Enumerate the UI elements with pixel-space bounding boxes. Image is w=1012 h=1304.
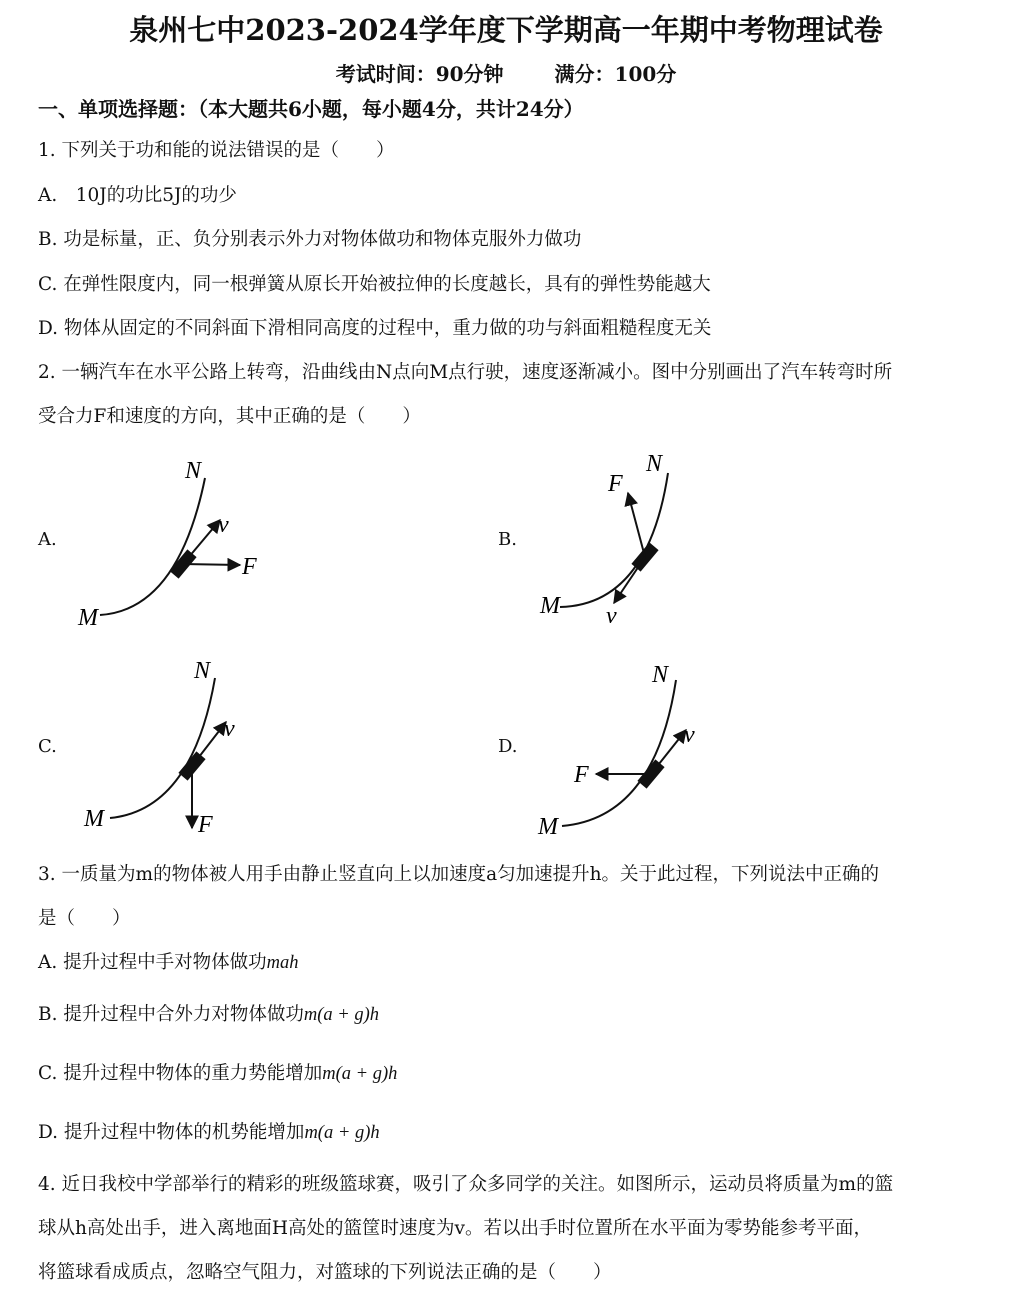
q3-stem-line2: 是（ ） [38,908,131,929]
label-m: M [538,814,558,840]
q3-option-a-formula: mah [266,953,299,973]
q1-option-d: D. 物体从固定的不同斜面下滑相同高度的过程中，重力做的功与斜面粗糙程度无关 [38,318,712,339]
label-m: M [78,605,98,631]
exam-info [0,58,1012,87]
label-v: v [606,603,617,629]
q2-option-d-label: D. [498,736,518,757]
exam-time: 考试时间：90分钟 [335,62,504,86]
q3-option-a-text: A. 提升过程中手对物体做功 [38,952,267,973]
q3-option-d [38,1118,380,1144]
label-n: N [185,458,202,484]
q4-line1: 4. 近日我校中学部举行的精彩的班级篮球赛，吸引了众多同学的关注。如图所示，运动员将质量为m的篮 [38,1174,894,1195]
label-v: v [218,512,229,538]
q2-figure-a [60,450,280,635]
q3-option-c-text: C. 提升过程中物体的重力势能增加 [38,1063,323,1084]
q2-stem-line1: 2. 一辆汽车在水平公路上转弯，沿曲线由N点向M点行驶，速度逐渐减小。图中分别画出了汽车转弯时所 [38,362,893,383]
q2-stem-line2: 受合力F和速度的方向，其中正确的是（ ） [38,406,421,427]
q1-option-a: A. 10J的功比5J的功少 [38,185,237,206]
q1-option-c: C. 在弹性限度内，同一根弹簧从原长开始被拉伸的长度越长，具有的弹性势能越大 [38,274,711,295]
force-arrow [628,493,645,557]
force-arrow [183,564,240,565]
label-f: F [608,471,623,497]
q2-figure-c [70,650,280,840]
q2-option-c-label: C. [38,736,57,757]
q2-figure-b [520,445,740,635]
label-m: M [540,593,560,619]
q4-line2: 球从h高处出手，进入离地面H高处的篮筐时速度为v。若以出手时位置所在水平面为零势能参考平面， [38,1218,873,1239]
q3-stem-line1: 3. 一质量为m的物体被人用手由静止竖直向上以加速度a匀加速提升h。关于此过程，下列说法中正确的 [38,864,880,885]
label-v: v [684,722,695,748]
q3-option-c [38,1059,397,1085]
q3-option-d-text: D. 提升过程中物体的机势能增加 [38,1122,305,1143]
full-score: 满分：100分 [554,62,677,86]
q3-option-b [38,1000,379,1026]
label-f: F [242,554,257,580]
q2-option-b-label: B. [498,529,517,550]
label-m: M [84,806,104,832]
label-f: F [574,762,589,788]
curve-path [100,478,205,615]
page-title: 泉州七中2023-2024学年度下学期高一年期中考物理试卷 [129,13,883,47]
label-n: N [646,451,663,477]
q1-stem: 1. 下列关于功和能的说法错误的是（ ） [38,140,395,161]
curve-path [110,678,215,818]
q4-line3: 将篮球看成质点，忽略空气阻力，对篮球的下列说法正确的是（ ） [38,1262,612,1283]
label-n: N [652,662,669,688]
label-f: F [198,812,213,838]
q2-option-a-label: A. [38,529,57,550]
q3-option-b-text: B. 提升过程中合外力对物体做功 [38,1004,304,1025]
velocity-arrow [614,557,645,603]
label-n: N [194,658,211,684]
q3-option-c-formula: m(a + g)h [322,1064,398,1084]
q2-figure-d [520,650,740,840]
q1-option-b: B. 功是标量，正、负分别表示外力对物体做功和物体克服外力做功 [38,229,582,250]
q3-option-b-formula: m(a + g)h [303,1005,380,1025]
q3-option-d-formula: m(a + g)h [304,1123,380,1143]
label-v: v [224,716,235,742]
section-heading: 一、单项选择题：（本大题共6小题，每小题4分，共计24分） [38,97,584,121]
q3-option-a [38,948,299,974]
curve-path [562,680,676,826]
velocity-arrow [183,520,220,564]
